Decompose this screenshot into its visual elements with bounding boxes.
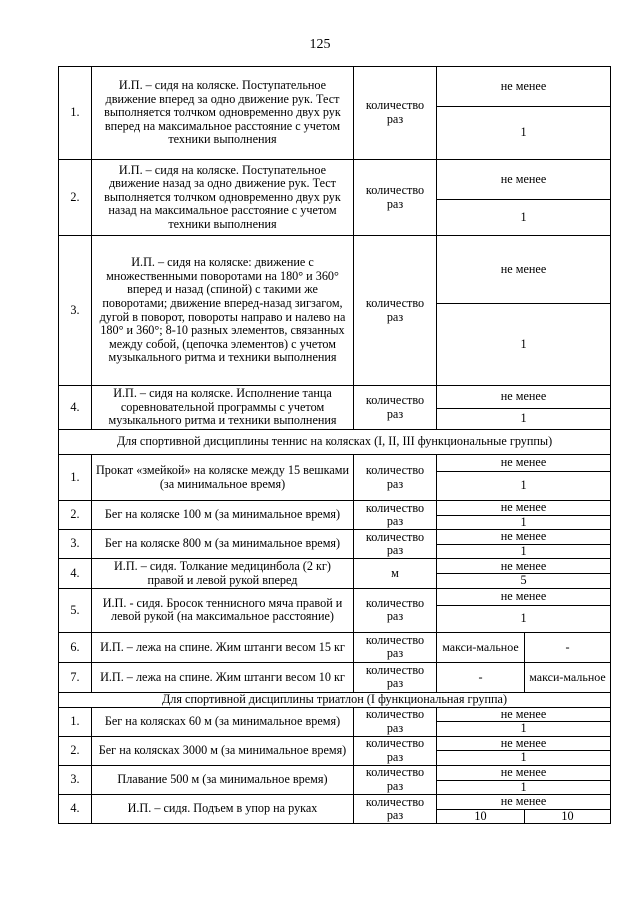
row-b1-at-least: не менее xyxy=(437,455,611,472)
row-c1-description: Бег на колясках 60 м (за минимальное время) xyxy=(92,707,354,736)
row-c3-at-least: не менее xyxy=(437,765,611,780)
row-b2-number: 2. xyxy=(59,501,92,530)
row-b1-unit: количество раз xyxy=(354,455,437,501)
row-b3-value: 1 xyxy=(437,544,611,559)
row-a3-value: 1 xyxy=(437,304,611,386)
row-a1-value: 1 xyxy=(437,107,611,160)
row-b3-unit: количество раз xyxy=(354,530,437,559)
row-b6-description: И.П. – лежа на спине. Жим штанги весом 15 кг xyxy=(92,632,354,662)
row-b6-number: 6. xyxy=(59,632,92,662)
row-b5-unit: количество раз xyxy=(354,588,437,632)
row-b2-description: Бег на коляске 100 м (за минимальное время) xyxy=(92,501,354,530)
row-c1-number: 1. xyxy=(59,707,92,736)
norms-table xyxy=(58,66,611,824)
row-a4-unit: количество раз xyxy=(354,386,437,430)
row-b3-number: 3. xyxy=(59,530,92,559)
row-c3-number: 3. xyxy=(59,765,92,794)
row-a2-unit: количество раз xyxy=(354,160,437,236)
row-b6-left: макси-мальное xyxy=(437,632,525,662)
row-c3-unit: количество раз xyxy=(354,765,437,794)
row-c4-value-left: 10 xyxy=(437,809,525,824)
row-b7-left: - xyxy=(437,662,525,692)
row-a4-description: И.П. – сидя на коляске. Исполнение танца соревновательной программы с учетом музыкального ритма и техники выполнения xyxy=(92,386,354,430)
row-a2-value: 1 xyxy=(437,200,611,236)
row-b4-description: И.П. – сидя. Толкание медицинбола (2 кг) правой и левой рукой вперед xyxy=(92,559,354,589)
row-b3-at-least: не менее xyxy=(437,530,611,545)
row-b6-unit: количество раз xyxy=(354,632,437,662)
row-b4-unit: м xyxy=(354,559,437,589)
row-a3-at-least: не менее xyxy=(437,236,611,304)
row-b6-right: - xyxy=(525,632,611,662)
row-a3-description: И.П. – сидя на коляске: движение с множественными поворотами на 180° и 360° вперед и назад (спиной) с такими же поворотами; движение вперед-назад зигзагом, дугой в поворот, повороты направо и налево на 180° и 360°; 8-10 разных элементов, связанных между собой, (цепочка элементов) с учетом музыкального ритма и техники выполнения xyxy=(92,236,354,386)
row-b7-right: макси-мальное xyxy=(525,662,611,692)
row-b2-unit: количество раз xyxy=(354,501,437,530)
row-b4-value: 5 xyxy=(437,574,611,589)
row-c2-description: Бег на колясках 3000 м (за минимальное время) xyxy=(92,736,354,765)
section-heading-triathlon: Для спортивной дисциплины триатлон (I функциональная группа) xyxy=(59,692,611,707)
row-c4-at-least: не менее xyxy=(437,795,611,810)
row-a4-value: 1 xyxy=(437,409,611,430)
row-b1-value: 1 xyxy=(437,472,611,501)
row-a4-number: 4. xyxy=(59,386,92,430)
row-c4-description: И.П. – сидя. Подъем в упор на руках xyxy=(92,795,354,824)
row-c4-value-right: 10 xyxy=(525,809,611,824)
row-a4-at-least: не менее xyxy=(437,386,611,409)
row-c2-number: 2. xyxy=(59,736,92,765)
row-a1-unit: количество раз xyxy=(354,67,437,160)
row-b1-description: Прокат «змейкой» на коляске между 15 вешками (за минимальное время) xyxy=(92,455,354,501)
row-c2-value: 1 xyxy=(437,751,611,766)
row-c1-value: 1 xyxy=(437,722,611,737)
row-b5-at-least: не менее xyxy=(437,588,611,605)
row-b4-number: 4. xyxy=(59,559,92,589)
row-c1-unit: количество раз xyxy=(354,707,437,736)
row-a3-number: 3. xyxy=(59,236,92,386)
row-a2-description: И.П. – сидя на коляске. Поступательное движение назад за одно движение рук. Тест выполняется толчком одновременно двух рук назад на максимальное расстояние с учетом техники выполнения xyxy=(92,160,354,236)
row-c4-number: 4. xyxy=(59,795,92,824)
row-b5-value: 1 xyxy=(437,605,611,632)
row-a3-unit: количество раз xyxy=(354,236,437,386)
row-b2-at-least: не менее xyxy=(437,501,611,516)
row-c1-at-least: не менее xyxy=(437,707,611,722)
row-b7-number: 7. xyxy=(59,662,92,692)
row-b7-unit: количество раз xyxy=(354,662,437,692)
row-c2-unit: количество раз xyxy=(354,736,437,765)
row-a1-at-least: не менее xyxy=(437,67,611,107)
section-heading-tennis: Для спортивной дисциплины теннис на колясках (I, II, III функциональные группы) xyxy=(59,430,611,455)
row-a2-at-least: не менее xyxy=(437,160,611,200)
row-b1-number: 1. xyxy=(59,455,92,501)
row-b2-value: 1 xyxy=(437,515,611,530)
row-a2-number: 2. xyxy=(59,160,92,236)
row-c3-description: Плавание 500 м (за минимальное время) xyxy=(92,765,354,794)
row-c2-at-least: не менее xyxy=(437,736,611,751)
row-b5-number: 5. xyxy=(59,588,92,632)
row-c4-unit: количество раз xyxy=(354,795,437,824)
row-b4-at-least: не менее xyxy=(437,559,611,574)
row-c3-value: 1 xyxy=(437,780,611,795)
row-b7-description: И.П. – лежа на спине. Жим штанги весом 10 кг xyxy=(92,662,354,692)
row-a1-number: 1. xyxy=(59,67,92,160)
row-b3-description: Бег на коляске 800 м (за минимальное время) xyxy=(92,530,354,559)
row-a1-description: И.П. – сидя на коляске. Поступательное движение вперед за одно движение рук. Тест выполняется толчком одновременно двух рук вперед на максимальное расстояние с учетом техники выполнения xyxy=(92,67,354,160)
row-b5-description: И.П. - сидя. Бросок теннисного мяча правой и левой рукой (на максимальное расстояние) xyxy=(92,588,354,632)
page-number: 125 xyxy=(309,37,331,52)
